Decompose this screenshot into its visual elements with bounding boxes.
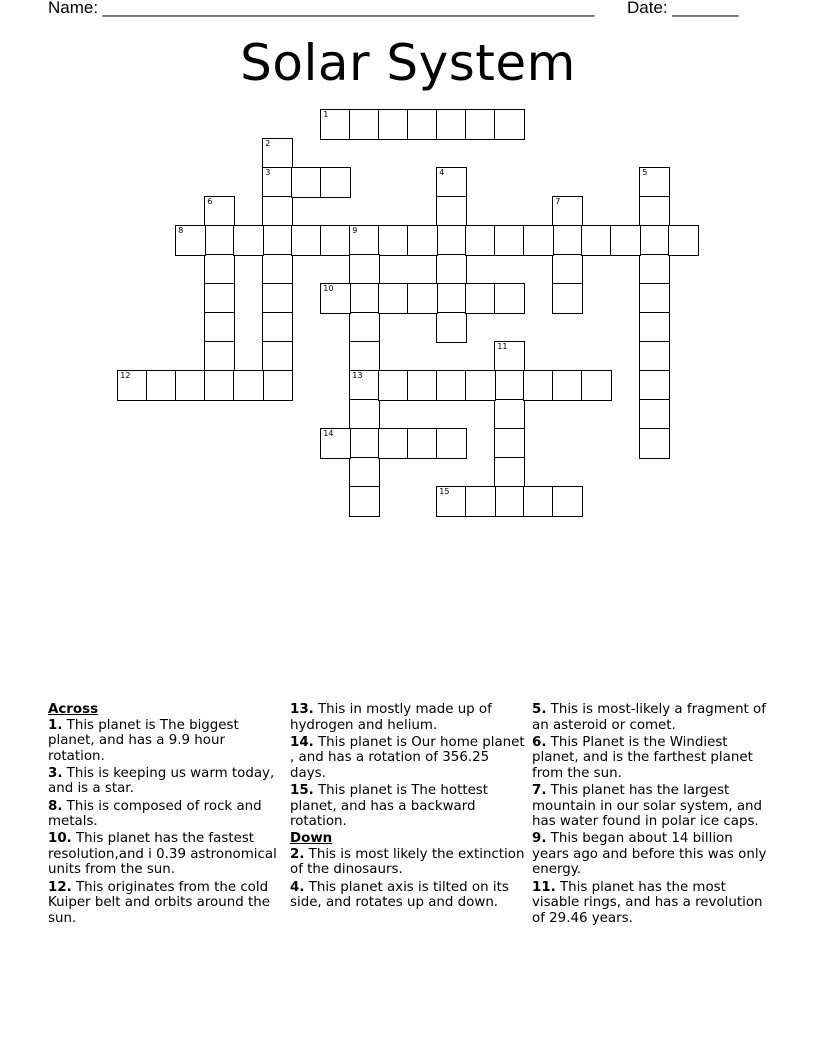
grid-cell[interactable] <box>494 399 525 430</box>
grid-cell[interactable] <box>262 254 293 285</box>
grid-cell[interactable] <box>262 196 293 227</box>
grid-cell[interactable] <box>494 109 525 140</box>
grid-cell[interactable] <box>262 370 293 401</box>
cell-number: 2 <box>265 139 271 149</box>
grid-cell[interactable] <box>639 283 670 314</box>
grid-cell[interactable] <box>204 283 235 314</box>
grid-cell[interactable] <box>175 370 206 401</box>
grid-cell[interactable] <box>407 109 438 140</box>
across-heading: Across <box>48 702 99 717</box>
cell-number: 11 <box>497 342 508 352</box>
grid-cell[interactable] <box>639 225 670 256</box>
clue-down-4: 4. This planet axis is tilted on its side, and rotates up and down. <box>290 879 509 911</box>
grid-cell[interactable] <box>349 370 380 401</box>
grid-cell[interactable] <box>465 283 496 314</box>
cell-number: 4 <box>439 168 445 178</box>
grid-cell[interactable] <box>494 428 525 459</box>
cell-number: 10 <box>323 284 334 294</box>
clue-across-12: 12. This originates from the cold Kuiper belt and orbits around the sun. <box>48 879 270 926</box>
grid-cell[interactable] <box>262 283 293 314</box>
clue-down-9: 9. This began about 14 billion years ago and before this was only energy. <box>532 831 767 878</box>
cell-number: 7 <box>555 197 561 207</box>
grid-cell[interactable] <box>436 370 467 401</box>
clue-down-7: 7. This planet has the largest mountain in our solar system, and has water found in polar ice caps. <box>532 782 763 830</box>
grid-cell[interactable] <box>378 109 409 140</box>
grid-cell[interactable] <box>175 225 206 256</box>
grid-cell[interactable] <box>436 225 467 256</box>
grid-cell[interactable] <box>320 167 351 198</box>
date-field: Date: _______ <box>627 0 739 17</box>
grid-cell[interactable] <box>117 370 148 401</box>
clue-across-3: 3. This is keeping us warm today, and is a star. <box>48 765 275 797</box>
cell-number: 9 <box>352 226 358 236</box>
clue-down-6: 6. This Planet is the Windiest planet, and is the farthest planet from the sun. <box>532 734 753 781</box>
clue-across-8: 8. This is composed of rock and metals. <box>48 798 262 830</box>
grid-cell[interactable] <box>204 196 235 227</box>
clue-across-10: 10. This planet has the fastest resolution,and i 0.39 astronomical units from the sun. <box>48 831 277 878</box>
grid-cell[interactable] <box>494 283 525 314</box>
grid-cell[interactable] <box>204 370 235 401</box>
grid-cell[interactable] <box>407 225 438 256</box>
grid-cell[interactable] <box>639 399 670 430</box>
grid-cell[interactable] <box>349 225 380 256</box>
cell-number: 13 <box>352 371 363 381</box>
cell-number: 5 <box>642 168 648 178</box>
grid-cell[interactable] <box>320 283 351 314</box>
grid-cell[interactable] <box>378 225 409 256</box>
grid-cell[interactable] <box>552 225 583 256</box>
clue-across-13: 13. This in mostly made up of hydrogen and helium. <box>290 702 492 733</box>
clue-across-1: 1. This planet is The biggest planet, and has a 9.9 hour rotation. <box>48 717 239 764</box>
grid-cell[interactable] <box>320 109 351 140</box>
grid-cell[interactable] <box>639 312 670 343</box>
grid-cell[interactable] <box>378 428 409 459</box>
grid-cell[interactable] <box>465 370 496 401</box>
grid-cell[interactable] <box>639 196 670 227</box>
grid-cell[interactable] <box>436 312 467 343</box>
grid-cell[interactable] <box>262 312 293 343</box>
clues-column-1 <box>48 702 283 928</box>
down-heading: Down <box>290 831 333 847</box>
grid-cell[interactable] <box>320 428 351 459</box>
grid-cell[interactable] <box>465 225 496 256</box>
cell-number: 6 <box>207 197 213 207</box>
grid-cell[interactable] <box>349 283 380 314</box>
grid-cell[interactable] <box>494 370 525 401</box>
grid-cell[interactable] <box>436 283 467 314</box>
grid-cell[interactable] <box>581 225 612 256</box>
grid-cell[interactable] <box>349 312 380 343</box>
clue-across-15: 15. This planet is The hottest planet, and has a backward rotation. <box>290 782 489 830</box>
cell-number: 1 <box>323 110 329 120</box>
grid-cell[interactable] <box>436 486 467 517</box>
clue-across-14: 14. This planet is Our home planet , and has a rotation of 356.25 days. <box>290 734 525 781</box>
grid-cell[interactable] <box>523 486 554 517</box>
grid-cell[interactable] <box>262 138 293 169</box>
grid-cell[interactable] <box>668 225 699 256</box>
grid-cell[interactable] <box>436 109 467 140</box>
grid-cell[interactable] <box>436 196 467 227</box>
grid-cell[interactable] <box>552 370 583 401</box>
grid-cell[interactable] <box>262 341 293 372</box>
grid-cell[interactable] <box>349 254 380 285</box>
grid-cell[interactable] <box>639 254 670 285</box>
clue-down-11: 11. This planet has the most visable rings, and has a revolution of 29.46 years. <box>532 879 763 926</box>
cell-number: 12 <box>120 371 131 381</box>
cell-number: 8 <box>178 226 184 236</box>
grid-cell[interactable] <box>552 196 583 227</box>
grid-cell[interactable] <box>610 225 641 256</box>
clue-down-2: 2. This is most likely the extinction of the dinosaurs. <box>290 846 525 878</box>
grid-cell[interactable] <box>291 225 322 256</box>
grid-cell[interactable] <box>639 370 670 401</box>
grid-cell[interactable] <box>349 399 380 430</box>
grid-cell[interactable] <box>523 225 554 256</box>
grid-cell[interactable] <box>552 283 583 314</box>
grid-cell[interactable] <box>552 254 583 285</box>
grid-cell[interactable] <box>349 428 380 459</box>
grid-cell[interactable] <box>436 167 467 198</box>
grid-cell[interactable] <box>262 225 293 256</box>
grid-cell[interactable] <box>523 370 554 401</box>
cell-number: 3 <box>265 168 271 178</box>
grid-cell[interactable] <box>262 167 293 198</box>
grid-cell[interactable] <box>204 341 235 372</box>
grid-cell[interactable] <box>465 486 496 517</box>
grid-cell[interactable] <box>233 225 264 256</box>
grid-cell[interactable] <box>639 428 670 459</box>
grid-cell[interactable] <box>146 370 177 401</box>
grid-cell[interactable] <box>407 283 438 314</box>
cell-number: 15 <box>439 487 450 497</box>
grid-cell[interactable] <box>465 109 496 140</box>
page-title: Solar System <box>240 34 576 92</box>
grid-cell[interactable] <box>436 254 467 285</box>
cell-number: 14 <box>323 429 334 439</box>
grid-cell[interactable] <box>494 225 525 256</box>
grid-cell[interactable] <box>407 370 438 401</box>
grid-cell[interactable] <box>494 486 525 517</box>
grid-cell[interactable] <box>581 370 612 401</box>
grid-cell[interactable] <box>378 283 409 314</box>
grid-cell[interactable] <box>407 428 438 459</box>
grid-cell[interactable] <box>349 109 380 140</box>
grid-cell[interactable] <box>494 457 525 488</box>
grid-cell[interactable] <box>233 370 264 401</box>
grid-cell[interactable] <box>378 370 409 401</box>
clues-column-3 <box>532 702 767 928</box>
grid-cell[interactable] <box>436 428 467 459</box>
grid-cell[interactable] <box>204 254 235 285</box>
grid-cell[interactable] <box>639 167 670 198</box>
grid-cell[interactable] <box>349 341 380 372</box>
grid-cell[interactable] <box>552 486 583 517</box>
grid-cell[interactable] <box>204 312 235 343</box>
grid-cell[interactable] <box>320 225 351 256</box>
grid-cell[interactable] <box>204 225 235 256</box>
clue-down-5: 5. This is most-likely a fragment of an asteroid or comet. <box>532 702 766 733</box>
name-field: Name: ____________________________________________________ <box>48 0 595 17</box>
grid-cell[interactable] <box>291 167 322 198</box>
grid-cell[interactable] <box>349 457 380 488</box>
grid-cell[interactable] <box>349 486 380 517</box>
grid-cell[interactable] <box>494 341 525 372</box>
grid-cell[interactable] <box>639 341 670 372</box>
clues-column-2 <box>290 702 525 912</box>
